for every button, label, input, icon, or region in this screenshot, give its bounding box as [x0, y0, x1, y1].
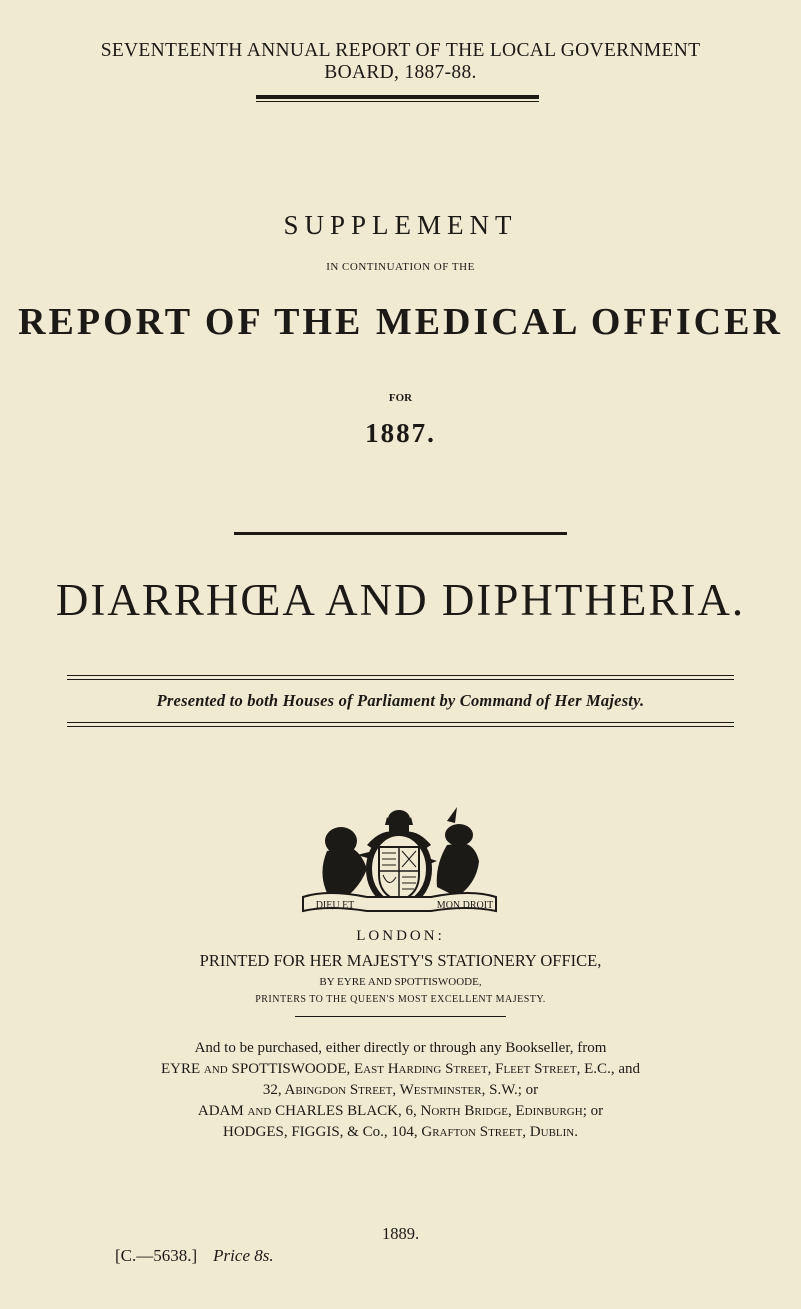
- purchase-name: ADAM: [197, 1103, 244, 1119]
- purchase-and: and: [247, 1103, 272, 1119]
- purchase-name: EYRE: [161, 1061, 201, 1077]
- purchase-address: East Harding Street, Fleet Street, E.C.,: [354, 1061, 615, 1077]
- divider-rule: [256, 95, 539, 99]
- publication-year: 1889.: [381, 1224, 420, 1243]
- motto-left: DIEU ET: [315, 900, 355, 911]
- purchase-and: and: [203, 1061, 228, 1077]
- presented-line: Presented to both Houses of Parliament by Command of Her Majesty.: [156, 691, 645, 710]
- divider-rule: [256, 101, 539, 102]
- imprint-city: LONDON:: [356, 928, 445, 944]
- purchase-or: or: [525, 1082, 539, 1098]
- purchase-name: SPOTTISWOODE,: [231, 1061, 351, 1077]
- motto-right: MON DROIT: [436, 900, 494, 911]
- purchase-line-1: And to be purchased, either directly or through any Bookseller, from: [194, 1040, 607, 1056]
- purchase-line-2: [0, 1061, 801, 1078]
- presented-bottom-rule: [67, 722, 734, 723]
- purchase-name: CHARLES BLACK,: [275, 1103, 402, 1119]
- purchase-address: 104, Grafton Street, Dublin.: [391, 1124, 578, 1140]
- presented-top-rule: [67, 675, 734, 676]
- imprint-by: BY EYRE AND SPOTTISWOODE,: [319, 976, 482, 988]
- for-text: FOR: [388, 392, 413, 404]
- crest-lion: [385, 810, 413, 832]
- continuation-text: IN CONTINUATION OF THE: [326, 261, 475, 273]
- royal-coat-of-arms: [297, 805, 502, 915]
- purchase-line-3: [0, 1082, 801, 1099]
- report-title: [0, 40, 801, 84]
- purchase-line-5: [0, 1124, 801, 1141]
- divider-rule: [234, 532, 567, 535]
- purchase-address: 32, Abingdon Street, Westminster, S.W.;: [262, 1082, 522, 1098]
- price: Price 8s.: [213, 1246, 274, 1265]
- command-paper-line: [115, 1246, 274, 1266]
- purchase-and: and: [618, 1061, 640, 1077]
- presented-bottom-rule: [67, 726, 734, 727]
- subject-heading: DIARRHŒA AND DIPHTHERIA.: [55, 575, 746, 625]
- report-title-line2: BOARD, 1887-88.: [324, 62, 477, 83]
- report-title-line1: SEVENTEENTH ANNUAL REPORT OF THE LOCAL GOVERNMENT: [100, 40, 701, 61]
- divider-rule: [295, 1016, 506, 1017]
- purchase-or: or: [590, 1103, 604, 1119]
- purchase-line-4: [0, 1103, 801, 1120]
- command-paper-number: [C.—5638.]: [115, 1246, 198, 1265]
- presented-top-rule: [67, 679, 734, 680]
- imprint-printers: PRINTERS TO THE QUEEN'S MOST EXCELLENT MAJESTY.: [255, 994, 546, 1005]
- purchase-name: HODGES, FIGGIS, & Co.,: [223, 1124, 388, 1140]
- purchase-address: 6, North Bridge, Edinburgh;: [405, 1103, 587, 1119]
- report-year: 1887.: [365, 418, 436, 448]
- report-heading: REPORT OF THE MEDICAL OFFICER: [18, 301, 783, 343]
- supplement-heading: SUPPLEMENT: [283, 210, 518, 240]
- imprint-printed-for: PRINTED FOR HER MAJESTY'S STATIONERY OFFICE,: [199, 951, 602, 970]
